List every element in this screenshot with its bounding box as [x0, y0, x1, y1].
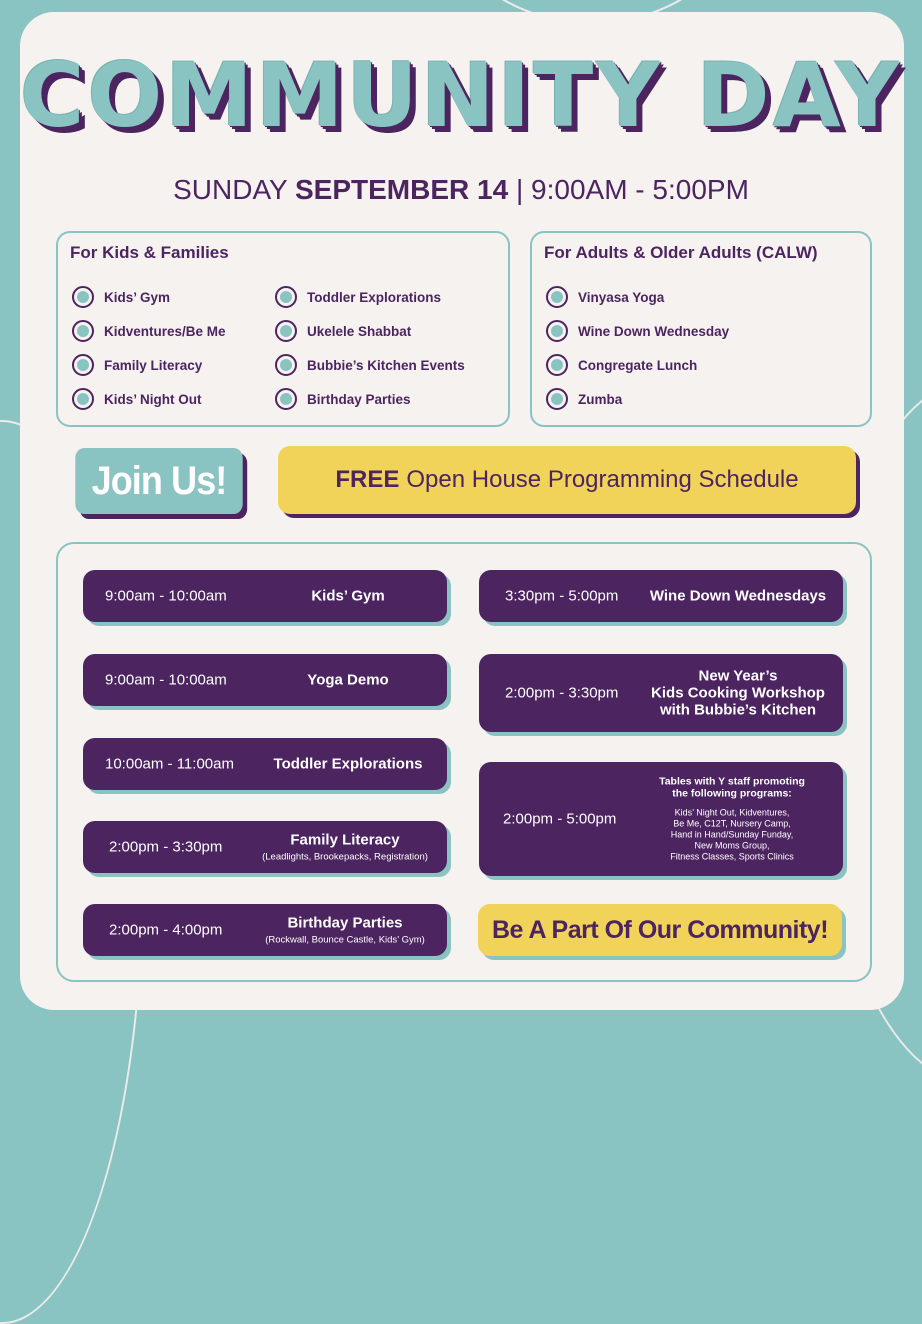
bullet-icon: [546, 388, 568, 410]
schedule-time: 9:00am - 10:00am: [105, 587, 227, 605]
list-item: Zumba: [546, 388, 622, 410]
free-open-house-banner: [278, 446, 856, 514]
bullet-icon: [275, 354, 297, 376]
bullet-icon: [275, 388, 297, 410]
schedule-time: 3:30pm - 5:00pm: [505, 587, 619, 605]
list-item: Birthday Parties: [275, 388, 411, 410]
schedule-item: [83, 570, 447, 622]
event-date: [0, 174, 922, 206]
bullet-icon: [275, 320, 297, 342]
schedule-time: 10:00am - 11:00am: [105, 755, 234, 773]
bullet-icon: [72, 320, 94, 342]
bullet-icon: [72, 388, 94, 410]
schedule-event: Toddler Explorations: [273, 755, 423, 773]
schedule-event-title: Birthday Parties: [287, 914, 403, 932]
page-title: COMMUNITY DAY: [19, 44, 903, 147]
schedule-event: Wine Down Wednesdays: [649, 587, 827, 605]
schedule-event-line: with Bubbie’s Kitchen: [659, 701, 817, 719]
schedule-event: Kids’ Gym: [311, 587, 385, 605]
schedule-item: [83, 738, 447, 790]
bullet-icon: [546, 320, 568, 342]
bullet-icon: [546, 286, 568, 308]
schedule-time: 9:00am - 10:00am: [105, 671, 227, 689]
list-item: Kidventures/Be Me: [72, 320, 226, 342]
bullet-icon: [275, 286, 297, 308]
schedule-event: Yoga Demo: [307, 671, 389, 689]
schedule-event-body: Kids’ Night Out, Kidventures, Be Me, C12T, Nursery Camp, Hand in Hand/Sunday Funday, New Moms Group, Fitness Classes, Sports Clinics: [670, 807, 794, 862]
schedule-time: 2:00pm - 3:30pm: [505, 684, 619, 702]
schedule-time: 2:00pm - 5:00pm: [503, 810, 617, 828]
list-item: Ukelele Shabbat: [275, 320, 411, 342]
free-label: FREE: [335, 466, 400, 493]
list-item: Vinyasa Yoga: [546, 286, 664, 308]
date-month-day: SEPTEMBER 14: [295, 174, 509, 205]
schedule-time: 2:00pm - 4:00pm: [109, 921, 223, 939]
date-day: SUNDAY: [173, 174, 288, 205]
schedule-time: 2:00pm - 3:30pm: [109, 838, 223, 856]
open-house-label: Open House Programming Schedule: [406, 466, 799, 493]
schedule-item: [83, 904, 447, 956]
schedule-event-detail: (Rockwall, Bounce Castle, Kids’ Gym): [265, 934, 425, 946]
join-us-button[interactable]: Join Us!: [75, 448, 242, 514]
schedule-event: [251, 832, 439, 863]
bullet-icon: [72, 354, 94, 376]
bullet-icon: [546, 354, 568, 376]
schedule-item: [83, 654, 447, 706]
adults-box: [530, 231, 872, 427]
list-item: Kids’ Night Out: [72, 388, 202, 410]
list-item: Kids’ Gym: [72, 286, 170, 308]
kids-families-box: [56, 231, 510, 427]
date-separator: |: [515, 174, 524, 205]
date-time: 9:00AM - 5:00PM: [531, 174, 749, 205]
kids-box-heading: For Kids & Families: [70, 243, 229, 262]
schedule-item: [479, 654, 843, 732]
list-item: Wine Down Wednesday: [546, 320, 729, 342]
schedule-event-detail: (Leadlights, Brookepacks, Registration): [262, 851, 428, 863]
bullet-icon: [72, 286, 94, 308]
schedule-event-line: New Year’s: [698, 667, 778, 685]
schedule-event: [645, 668, 831, 719]
list-item: Family Literacy: [72, 354, 202, 376]
schedule-event-line: Kids Cooking Workshop: [651, 684, 825, 702]
schedule-event-title: Family Literacy: [290, 831, 400, 849]
list-item: Bubbie’s Kitchen Events: [275, 354, 465, 376]
schedule-event-heading: Tables with Y staff promoting the following programs:: [659, 775, 805, 800]
be-part-banner: Be A Part Of Our Community!: [478, 904, 842, 956]
adults-box-heading: For Adults & Older Adults (CALW): [544, 243, 818, 262]
schedule-item: [83, 821, 447, 873]
list-item: Congregate Lunch: [546, 354, 697, 376]
schedule-item: [479, 762, 843, 876]
schedule-item: [479, 570, 843, 622]
schedule-event: [637, 776, 827, 863]
schedule-event: [251, 915, 439, 946]
list-item: Toddler Explorations: [275, 286, 441, 308]
